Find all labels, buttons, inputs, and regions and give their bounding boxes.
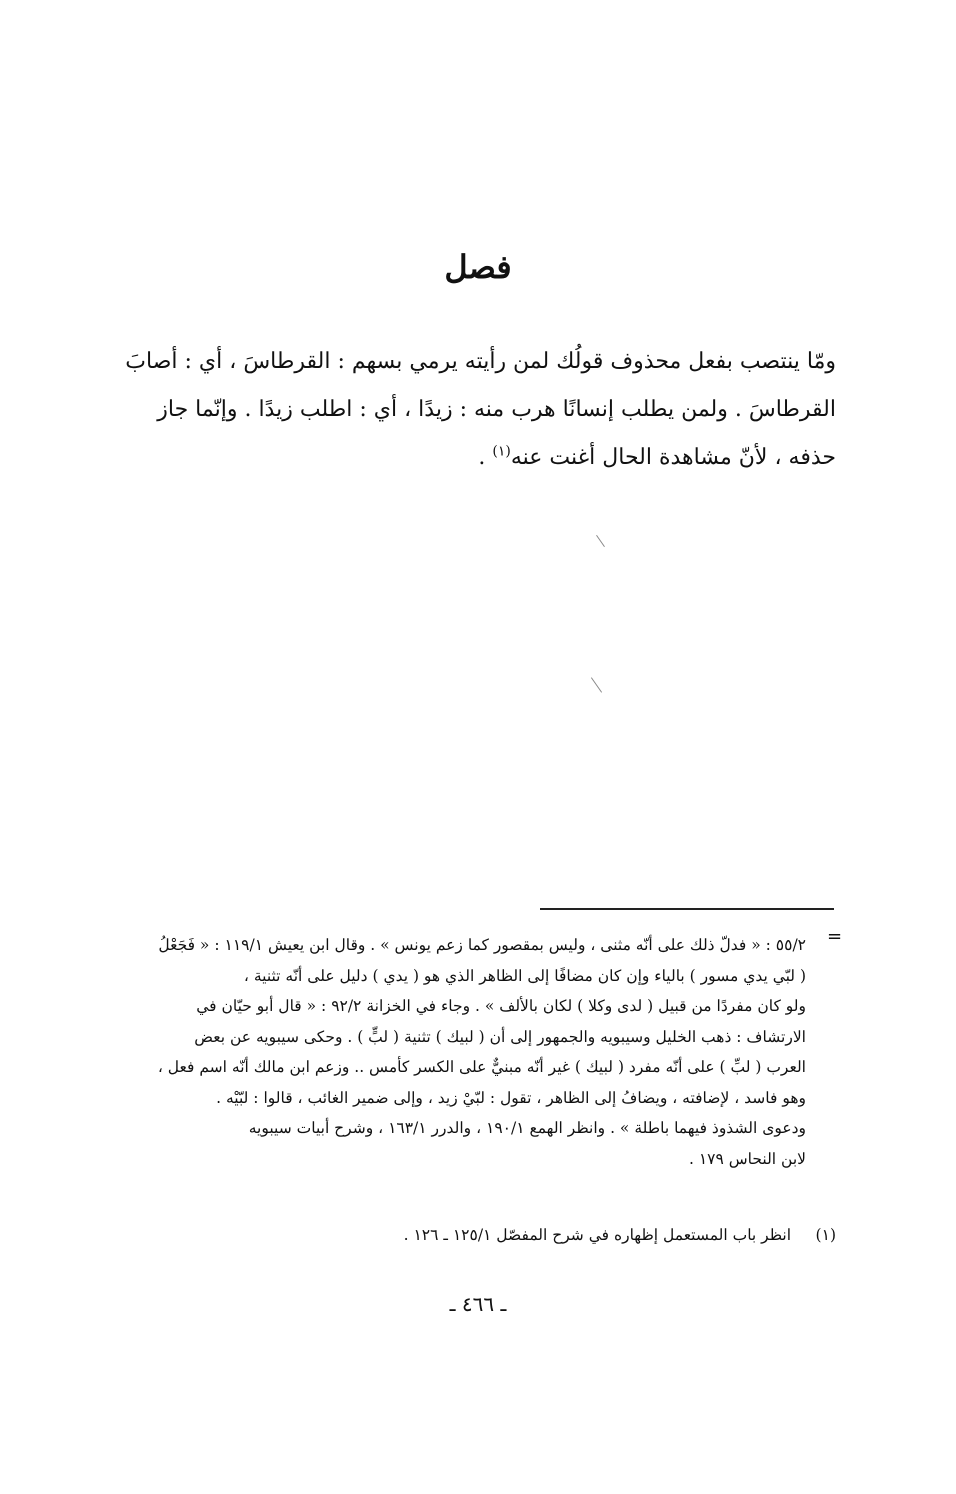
main-paragraph [88,338,836,482]
footnote-continued [88,930,806,1174]
footnote-1 [88,1220,836,1250]
footnote-line: ودعوى الشذوذ فيهما باطلة » . وانظر الهمع ١٩٠/١ ، والدرر ١٦٣/١ ، وشرح أبيات سيبويه [248,1119,806,1137]
footnote-line: وهو فاسد ، لإضافته ، ويضافُ إلى الظاهر ، تقول : لبّيْ زيد ، وإلى ضمير الغائب ، قالوا : لبّيْه . [216,1088,806,1107]
footnote-line: العرب ( لبِّ ) على أنّه مفرد ( لبيك ) غير أنّه مبنيٌّ على الكسر كأمس .. وزعم ابن مالك أنّه اسم فعل ، [157,1058,806,1076]
body-line-text: حذفه ، لأنّ مشاهدة الحال أغنت عنه [510,445,836,470]
scan-speck [591,677,602,692]
footnote-1-number: (١) [815,1226,836,1244]
footnote-line: ( لبّي يدي مسور ) بالياء وإن كان مضافًا إلى الظاهر الذي هو ( يدي ) دليل على أنّه تثنية ، [243,966,806,985]
page-number: ـ ٤٦٦ ـ [449,1292,507,1316]
footnote-reference: (١) [492,443,511,460]
body-line-last [88,434,836,482]
footnote-separator [540,908,834,910]
body-line: القرطاسَ . ولمن يطلب إنسانًا هرب منه : زيدًا ، أي : اطلب زيدًا . وإنّما جاز [157,397,836,422]
footnote-1-text: انظر باب المستعمل إظهاره في شرح المفصّل ١٢٥/١ ـ ١٢٦ . [403,1226,792,1244]
footnote-continuation-mark: = [827,926,843,947]
scan-speck [596,535,605,547]
footnote-line-last: لابن النحاس ١٧٩ . [688,1149,806,1168]
footnote-line: ٥٥/٢ : « فدلّ ذلك على أنّه مثنى ، وليس بمقصور كما زعم يونس » . وقال ابن يعيش ١١٩/١ : « فَجَعْلُ [158,936,806,954]
body-line-end: . [478,445,493,470]
body-line: ومّا ينتصب بفعل محذوف قولُك لمن رأيته يرمي بسهم : القرطاسَ ، أي : أصابَ [125,349,836,374]
footnote-line: الارتشاف : ذهب الخليل وسيبويه والجمهور إلى أن ( لبيك ) تثنية ( لبٍّ ) . وحكى سيبويه عن بعض [194,1027,806,1046]
section-heading: فصل [444,248,512,286]
footnote-line: ولو كان مفردًا من قبيل ( لدى وكلا ) لكان بالألف » . وجاء في الخزانة ٩٢/٢ : « قال أبو حيّان في [196,997,806,1015]
